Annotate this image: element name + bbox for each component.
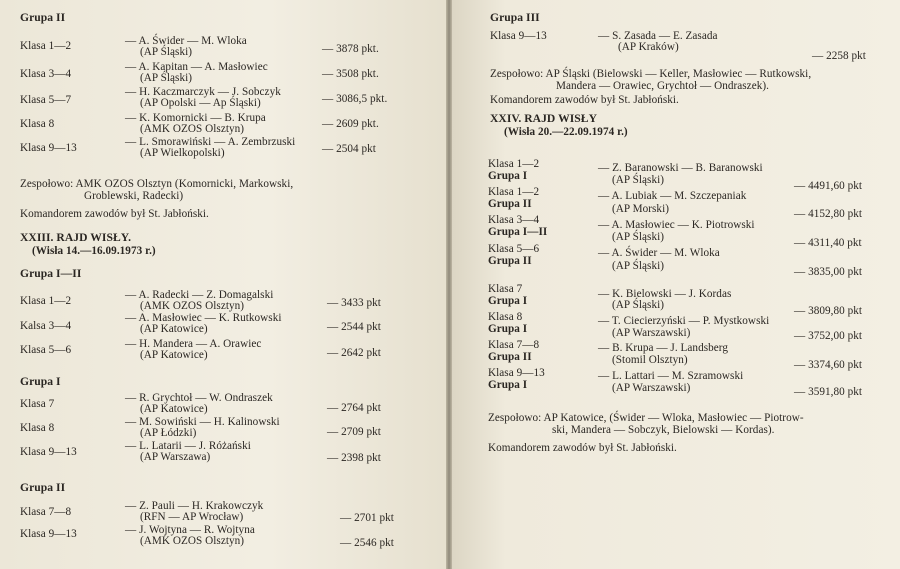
left-page: [0, 0, 446, 569]
class-label: Klasa 9—13: [490, 30, 547, 42]
club-name: (AP Śląski): [612, 260, 665, 272]
club-name: (AMK OZOS Olsztyn): [140, 123, 245, 135]
club-name: (AMK OZOS Olsztyn): [140, 535, 245, 547]
class-label: Klasa 5—7: [20, 94, 72, 106]
crew-names: — A. Świder — M. Wloka: [598, 247, 720, 259]
group-heading: Grupa I—II: [20, 267, 82, 280]
crew-names: — T. Ciecierzyński — P. Mystkowski: [598, 315, 770, 327]
crew-names: — L. Smorawiński — A. Zembrzuski: [125, 136, 296, 148]
team-result: Zespołowo: AP Katowice, (Świder — Wloka, Masłowiec — Piotrow-: [488, 412, 804, 424]
club-name: (AP Opolski — Ap Śląski): [140, 97, 261, 109]
class-label: Klasa 1—2: [488, 158, 540, 170]
group-label: Grupa I—II: [488, 226, 548, 238]
class-label: Klasa 9—13: [488, 367, 545, 379]
class-label: Klasa 8: [20, 118, 55, 130]
class-label: Klasa 7—8: [20, 506, 72, 518]
score: — 2709 pkt: [327, 426, 381, 438]
class-label: Klasa 1—2: [20, 295, 72, 307]
score: — 4311,40 pkt: [794, 237, 862, 249]
crew-names: — S. Zasada — E. Zasada: [598, 30, 718, 42]
team-result: Zespołowo: AMK OZOS Olsztyn (Komornicki, Markowski,: [20, 178, 294, 190]
score: — 3433 pkt: [327, 297, 381, 309]
club-name: (AP Warszawa): [140, 451, 211, 463]
class-label: Klasa 8: [20, 422, 55, 434]
crew-names: — H. Kaczmarczyk — J. Sobczyk: [125, 86, 281, 98]
class-label: Klasa 7—8: [488, 339, 540, 351]
rally-date: (Wisła 20.—22.09.1974 r.): [504, 126, 628, 138]
group-heading: Grupa I: [20, 375, 61, 388]
club-name: (AP Warszawski): [612, 382, 691, 394]
commander-note: Komandorem zawodów był St. Jabłoński.: [20, 208, 209, 220]
class-label: Kalsa 3—4: [20, 320, 72, 332]
right-page: [452, 0, 900, 569]
class-label: Klasa 7: [20, 398, 55, 410]
crew-names: — Z. Baranowski — B. Baranowski: [598, 162, 763, 174]
crew-names: — A. Masłowiec — K. Piotrowski: [598, 219, 755, 231]
club-name: (AP Śląski): [612, 231, 665, 243]
score: — 3809,80 pkt: [794, 305, 863, 317]
score: — 4152,80 pkt: [794, 208, 863, 220]
crew-names: — K. Bielowski — J. Kordas: [598, 288, 732, 300]
club-name: (Stomil Olsztyn): [612, 354, 688, 366]
crew-names: — Z. Pauli — H. Krakowczyk: [125, 500, 264, 512]
class-label: Klasa 9—13: [20, 142, 77, 154]
rally-date: (Wisła 14.—16.09.1973 r.): [32, 245, 156, 257]
commander-note: Komandorem zawodów był St. Jabłoński.: [488, 442, 677, 454]
class-label: Klasa 3—4: [488, 214, 540, 226]
club-name: (AP Kraków): [618, 41, 679, 53]
score: — 3878 pkt.: [322, 43, 379, 55]
club-name: (AP Katowice): [140, 349, 208, 361]
score: — 2546 pkt: [340, 537, 394, 549]
score: — 2764 pkt: [327, 402, 381, 414]
score: — 2504 pkt: [322, 143, 376, 155]
class-label: Klasa 9—13: [20, 528, 77, 540]
score: — 2642 pkt: [327, 347, 381, 359]
team-result: Zespołowo: AP Śląski (Bielowski — Keller, Masłowiec — Rutkowski,: [490, 68, 812, 80]
class-label: Klasa 1—2: [488, 186, 540, 198]
score: — 3591,80 pkt: [794, 386, 863, 398]
group-label: Grupa I: [488, 323, 528, 335]
score: — 3508 pkt.: [322, 68, 379, 80]
group-label: Grupa I: [488, 379, 528, 391]
group-label: Grupa II: [488, 198, 532, 210]
crew-names: — A. Świder — M. Wloka: [125, 35, 247, 47]
group-label: Grupa II: [488, 351, 532, 363]
class-label: Klasa 3—4: [20, 68, 72, 80]
club-name: (AP Śląski): [140, 46, 193, 58]
club-name: (AP Katowice): [140, 403, 208, 415]
club-name: (AMK OZOS Olsztyn): [140, 300, 245, 312]
crew-names: — R. Grychtoł — W. Ondraszek: [125, 392, 273, 404]
score: — 2398 pkt: [327, 452, 381, 464]
commander-note: Komandorem zawodów był St. Jabłoński.: [490, 94, 679, 106]
club-name: (AP Morski): [612, 203, 670, 215]
score: — 2701 pkt: [340, 512, 394, 524]
group-label: Grupa I: [488, 170, 528, 182]
score: — 3086,5 pkt.: [322, 93, 388, 105]
team-result: Groblewski, Radecki): [84, 190, 184, 202]
crew-names: — M. Sowiński — H. Kalinowski: [125, 416, 280, 428]
group-label: Grupa II: [488, 255, 532, 267]
group-heading: Grupa II: [20, 481, 66, 494]
class-label: Klasa 8: [488, 311, 523, 323]
class-label: Klasa 5—6: [488, 243, 540, 255]
score: — 2258 pkt: [812, 50, 866, 62]
club-name: (AP Warszawski): [612, 327, 691, 339]
score: — 3752,00 pkt: [794, 330, 863, 342]
score: — 3835,00 pkt: [794, 266, 863, 278]
group-heading: Grupa III: [490, 11, 540, 24]
club-name: (AP Śląski): [612, 299, 665, 311]
club-name: (AP Łódzki): [140, 427, 197, 439]
score: — 2609 pkt.: [322, 118, 379, 130]
crew-names: — L. Lattari — M. Szramowski: [598, 370, 744, 382]
club-name: (AP Katowice): [140, 323, 208, 335]
group-heading: Grupa II: [20, 11, 66, 24]
score: — 3374,60 pkt: [794, 359, 863, 371]
score: — 2544 pkt: [327, 321, 381, 333]
crew-names: — K. Komornicki — B. Krupa: [125, 112, 266, 124]
crew-names: — A. Masłowiec — K. Rutkowski: [125, 312, 282, 324]
crew-names: — A. Kapitan — A. Masłowiec: [125, 61, 268, 73]
crew-names: — B. Krupa — J. Landsberg: [598, 342, 728, 354]
crew-names: — J. Wojtyna — R. Wojtyna: [125, 524, 255, 536]
club-name: (AP Śląski): [612, 174, 665, 186]
group-label: Grupa I: [488, 295, 528, 307]
score: — 4491,60 pkt: [794, 180, 863, 192]
class-label: Klasa 1—2: [20, 40, 72, 52]
rally-title: XXIII. RAJD WISŁY.: [20, 231, 132, 244]
club-name: (RFN — AP Wrocław): [140, 511, 244, 523]
club-name: (AP Śląski): [140, 72, 193, 84]
crew-names: — H. Mandera — A. Orawiec: [125, 338, 262, 350]
team-result: ski, Mandera — Sobczyk, Bielowski — Kordas).: [552, 424, 775, 436]
rally-title: XXIV. RAJD WISŁY: [490, 112, 597, 125]
team-result: Mandera — Orawiec, Grychtoł — Ondraszek).: [556, 80, 769, 92]
club-name: (AP Wielkopolski): [140, 147, 225, 159]
crew-names: — A. Lubiak — M. Szczepaniak: [598, 190, 747, 202]
class-label: Klasa 5—6: [20, 344, 72, 356]
crew-names: — A. Radecki — Z. Domagalski: [125, 289, 274, 301]
class-label: Klasa 7: [488, 283, 523, 295]
class-label: Klasa 9—13: [20, 446, 77, 458]
crew-names: — L. Latarii — J. Różański: [125, 440, 251, 452]
